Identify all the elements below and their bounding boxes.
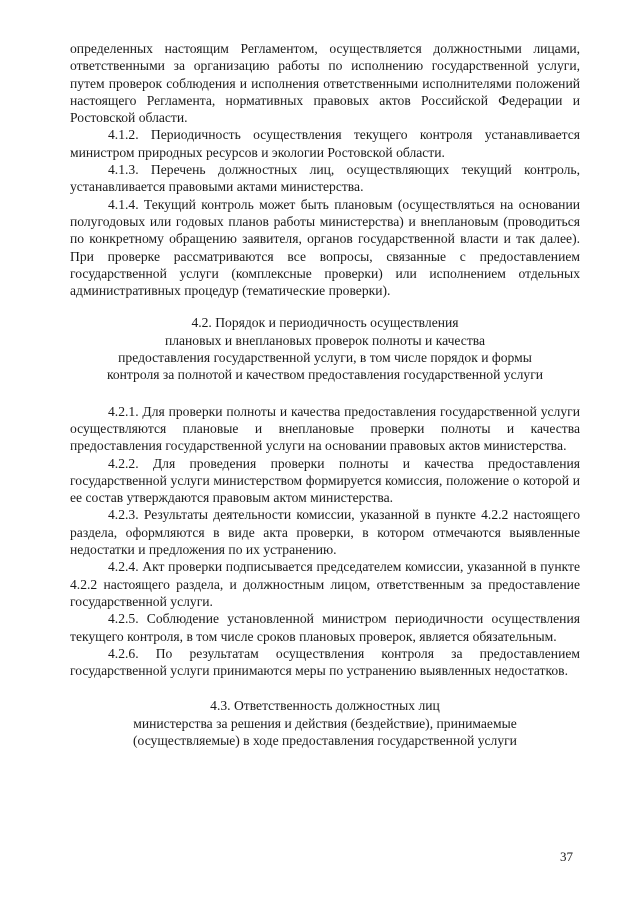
- section-heading-line: (осуществляемые) в ходе предоставления государственной услуги: [133, 732, 517, 748]
- section-heading-line: контроля за полнотой и качеством предоставления государственной услуги: [106, 367, 544, 383]
- section-heading-line: плановых и внеплановых проверок полноты и качества: [164, 332, 486, 348]
- page-number: 37: [560, 849, 573, 864]
- section-4-3-heading: [70, 697, 580, 749]
- section-heading-line: 4.2. Порядок и периодичность осуществления: [191, 315, 459, 331]
- paragraph-4-2-3: 4.2.3. Результаты деятельности комиссии, указанной в пункте 4.2.2 настоящего раздела, оформляются в виде акта проверки, в котором отмечаются выявленные недостатки и предложения по их устранению.: [70, 507, 580, 558]
- section-heading-line: предоставления государственной услуги, в том числе порядок и формы: [118, 350, 532, 366]
- paragraph-4-2-6: 4.2.6. По результатам осуществления контроля за предоставлением государственной услуги принимаются меры по устранению выявленных недостатков.: [70, 645, 580, 679]
- section-heading-line: министерства за решения и действия (бездействие), принимаемые: [133, 715, 517, 731]
- paragraph-4-1-3: 4.1.3. Перечень должностных лиц, осуществляющих текущий контроль, устанавливается правовыми актами министерства.: [70, 162, 580, 195]
- paragraph-4-1-2: 4.1.2. Периодичность осуществления текущего контроля устанавливается министром природных ресурсов и экологии Ростовской области.: [70, 127, 580, 160]
- paragraph-4-2-2: 4.2.2. Для проведения проверки полноты и качества предоставления государственной услуги министерством формируется комиссия, положение о которой и ее состав утверждаются правовым актом министерства.: [70, 455, 580, 506]
- section-4-2-heading: [70, 314, 580, 383]
- section-heading-line: 4.3. Ответственность должностных лиц: [210, 698, 440, 714]
- paragraph-4-2-1: 4.2.1. Для проверки полноты и качества предоставления государственной услуги осуществляются плановые и внеплановые проверки полноты и качества предоставления государственной услуги на основании правовых актов министерства.: [70, 403, 580, 454]
- paragraph-4-1-1-continued: определенных настоящим Регламентом, осуществляется должностными лицами, ответственными за организацию работы по исполнению государственной услуги, путем проверок соблюдения и исполнения ответственными исполнителями положений настоящего Регламента, нормативных правовых актов Российской Федерации и Ростовской области.: [70, 41, 580, 126]
- paragraph-4-2-5: 4.2.5. Соблюдение установленной министром периодичности осуществления текущего контроля, в том числе сроков плановых проверок, является обязательным.: [70, 611, 580, 644]
- document-body: [70, 40, 580, 749]
- paragraph-4-2-4: 4.2.4. Акт проверки подписывается председателем комиссии, указанной в пункте 4.2.2 настоящего раздела, и должностным лицом, ответственным за предоставление государственной услуги.: [70, 559, 580, 609]
- paragraph-4-1-4: 4.1.4. Текущий контроль может быть плановым (осуществляться на основании полугодовых или годовых планов работы министерства) и внеплановым (проводиться по конкретному обращению заявителя, органов государственной власти и так далее). При проверке рассматриваются все вопросы, связанные с предоставлением государственной услуги (комплексные проверки) или исполнением отдельных административных процедур (тематические проверки).: [70, 196, 580, 299]
